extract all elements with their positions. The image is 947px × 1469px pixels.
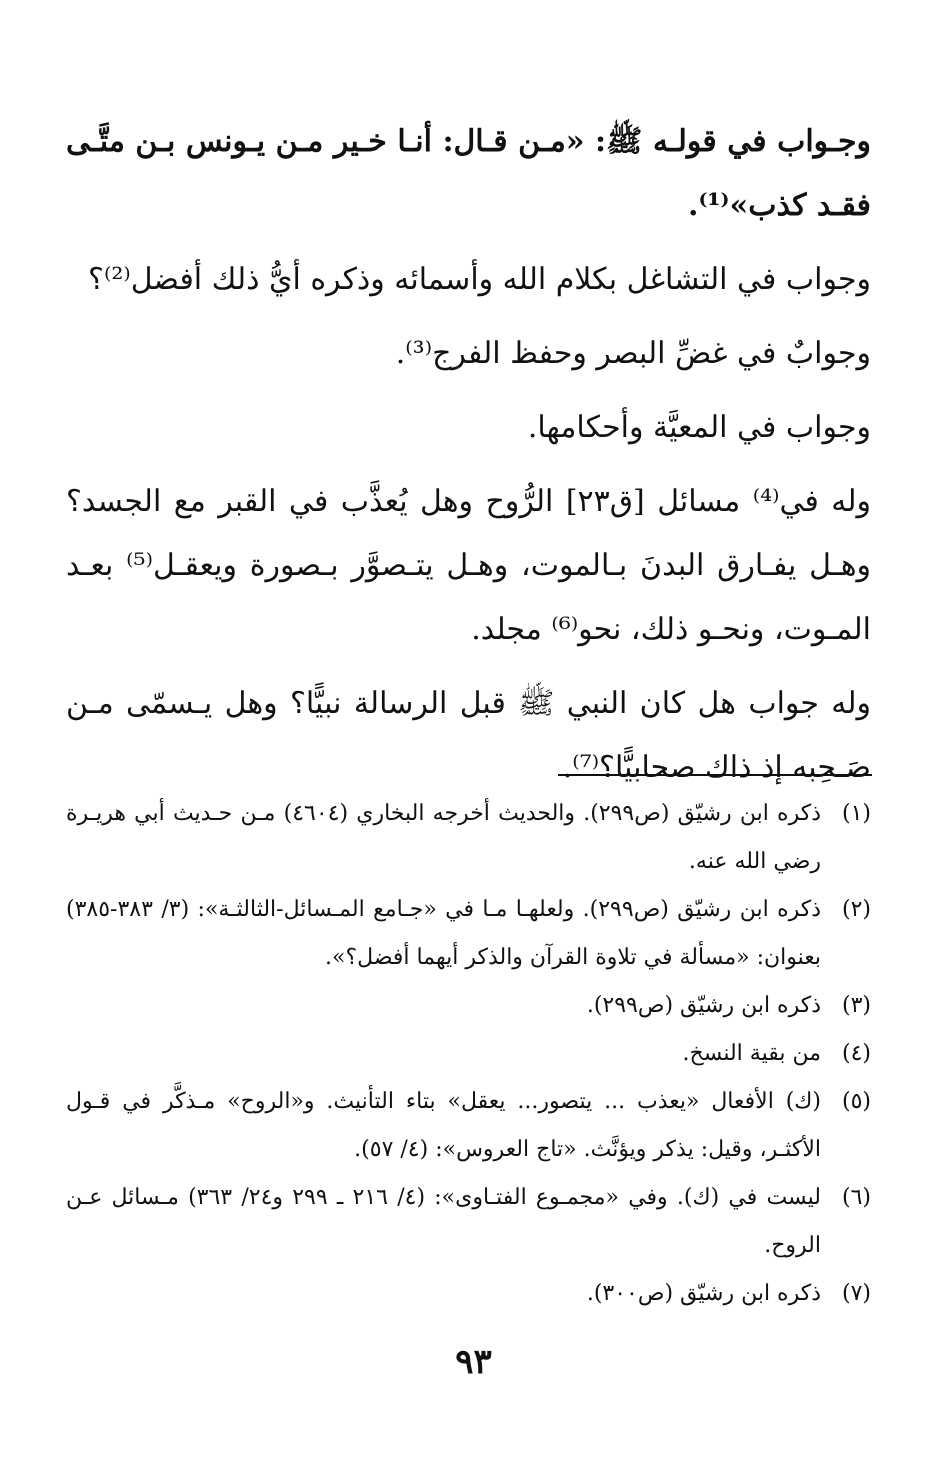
footnote-text: ليست في (ك). وفي «مجمـوع الفتـاوى»: (٤/ ٢١٦ ـ ٢٩٩ و٢٤/ ٣٦٣) مـسائل عـن الروح. bbox=[66, 1185, 822, 1258]
footnote-1 bbox=[66, 790, 871, 886]
footnote-number: (٣) bbox=[841, 993, 871, 1018]
paragraph-5: وله في⁽⁴⁾ مسائل [ق٢٣] الرُّوح وهل يُعذَّب في القبر مع الجسد؟ وهـل يفـارق البدنَ بـالموت، وهـل يتـصوَّر بـصورة ويعقـل⁽⁵⁾ بعـد المـوت، ونحـو ذلك، نحو⁽⁶⁾ مجلد. bbox=[66, 484, 872, 647]
footnote-text: ذكره ابن رشيّق (ص٢٩٩). bbox=[586, 993, 821, 1018]
footnote-text: ذكره ابن رشيّق (ص٢٩٩). ولعلهـا مـا في «جـامع المـسائل-الثالثـة»: (٣/ ٣٨٣-٣٨٥) بعنوان: «مسألة في تلاوة القرآن والذكر أيهما أفضل؟». bbox=[66, 897, 822, 970]
footnote-number: (٦) bbox=[841, 1185, 871, 1210]
paragraph-1: وجـواب في قولـه ﷺ: «مـن قـال: أنـا خـير مـن يـونس بـن متَّـى فقـد كذب»⁽¹⁾. bbox=[66, 124, 871, 223]
footnote-4 bbox=[66, 1030, 871, 1078]
footnote-number: (٤) bbox=[841, 1041, 871, 1066]
footnote-7 bbox=[66, 1270, 871, 1318]
footnotes bbox=[66, 790, 871, 1318]
footnote-2 bbox=[66, 886, 871, 982]
footnote-6 bbox=[66, 1174, 871, 1270]
footnote-number: (١) bbox=[841, 801, 871, 826]
footnote-3 bbox=[66, 982, 871, 1030]
paragraph-6: وله جواب هل كان النبي ﷺ قبل الرسالة نبيًّا؟ وهل يـسمّى مـن صَـحِبه إذ ذاك صحابيًّا؟⁽⁷⁾. bbox=[66, 686, 871, 785]
footnote-number: (٥) bbox=[841, 1089, 871, 1114]
footnote-text: ذكره ابن رشيّق (ص٢٩٩). والحديث أخرجه البخاري (٤٦٠٤) مـن حـديث أبي هريـرة رضي الله عنه. bbox=[66, 801, 821, 874]
paragraph-3: وجوابٌ في غضِّ البصر وحفظ الفرج⁽³⁾. bbox=[395, 336, 871, 371]
footnote-number: (٧) bbox=[841, 1281, 871, 1306]
footnote-5 bbox=[66, 1078, 871, 1174]
main-text bbox=[66, 110, 871, 810]
footnote-text: (ك) الأفعال «يعذب ... يتصور... يعقل» بتاء التأنيث. و«الروح» مـذكَّر في قـول الأكثـر، وقيل: يذكر ويؤنَّث. «تاج العروس»: (٤/ ٥٧). bbox=[66, 1089, 821, 1162]
footnote-number: (٢) bbox=[841, 897, 871, 922]
paragraph-4: وجواب في المعيَّة وأحكامها. bbox=[527, 410, 871, 445]
footnote-divider bbox=[558, 774, 872, 776]
paragraph-2: وجواب في التشاغل بكلام الله وأسمائه وذكره أيُّ ذلك أفضل⁽²⁾؟ bbox=[88, 262, 871, 297]
footnote-text: من بقية النسخ. bbox=[682, 1041, 821, 1066]
page-number: ٩٣ bbox=[455, 1342, 492, 1382]
footnote-text: ذكره ابن رشيّق (ص٣٠٠). bbox=[586, 1281, 821, 1306]
